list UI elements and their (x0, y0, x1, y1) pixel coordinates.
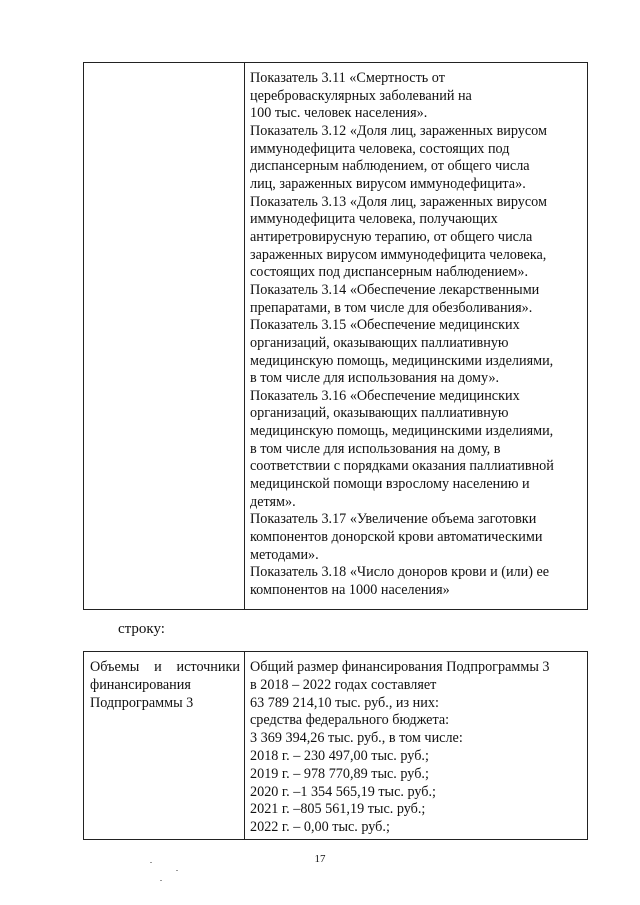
column-divider (244, 63, 245, 609)
heading-line: финансирования (90, 676, 191, 693)
text-line: средства федерального бюджета: (250, 712, 450, 729)
scan-speck (176, 870, 178, 871)
text-line: состоящих под диспансерным наблюдением». (250, 264, 529, 281)
text-line: Общий размер финансирования Подпрограммы 3 (250, 659, 550, 675)
text-line: лиц, зараженных вирусом иммунодефицита». (250, 175, 526, 192)
text-line: 2020 г. –1 354 565,19 тыс. руб.; (250, 783, 437, 800)
text-line: 100 тыс. человек населения». (250, 105, 428, 122)
text-line: препаратами, в том числе для обезболивания». (250, 299, 533, 316)
scan-speck (160, 880, 162, 881)
text-line: 3 369 394,26 тыс. руб., в том числе: (250, 730, 463, 747)
text-line: Показатель 3.14 «Обеспечение лекарственными (250, 281, 540, 298)
text-line: 63 789 214,10 тыс. руб., из них: (250, 694, 439, 711)
text-line: медицинскую помощь, медицинскими изделиями, (250, 423, 554, 440)
text-line: соответствии с порядками оказания паллиативной (250, 458, 554, 475)
text-line: Показатель 3.11 «Смертность от (250, 70, 445, 86)
text-line: в том числе для использования на дому». (250, 370, 500, 387)
stroku-label: строку: (118, 621, 165, 637)
text-line: зараженных вирусом иммунодефицита человека, (250, 246, 547, 263)
text-line: Показатель 3.16 «Обеспечение медицинских (250, 387, 520, 404)
heading-line: Подпрограммы 3 (90, 694, 194, 711)
text-line: иммунодефицита человека, состоящих под (250, 140, 510, 157)
indicators-table (83, 62, 588, 610)
text-line: Показатель 3.17 «Увеличение объема заготовки (250, 511, 537, 528)
scan-speck (150, 862, 152, 863)
text-line: компонентов донорской крови автоматическими (250, 529, 543, 546)
text-line: методами». (250, 546, 319, 563)
text-line: диспансерным наблюдением, от общего числа (250, 158, 530, 175)
text-line: в 2018 – 2022 годах составляет (250, 676, 437, 693)
text-line: медицинской помощи взрослому населению и (250, 476, 530, 493)
text-line: цереброваскулярных заболеваний на (250, 87, 472, 104)
text-line: Показатель 3.13 «Доля лиц, зараженных вирусом (250, 193, 547, 210)
financing-heading-cell (90, 659, 240, 712)
page-number: 17 (314, 853, 326, 865)
text-line: 2022 г. – 0,00 тыс. руб.; (250, 819, 390, 836)
text-line: детям». (250, 493, 296, 510)
financing-details-cell (250, 659, 585, 837)
text-line: организаций, оказывающих паллиативную (250, 405, 509, 422)
column-divider (244, 652, 245, 839)
text-line: организаций, оказывающих паллиативную (250, 334, 509, 351)
heading-line (90, 659, 240, 677)
text-line: антиретровирусную терапию, от общего числа (250, 228, 533, 245)
text-line: Показатель 3.18 «Число доноров крови и (или) ее (250, 564, 550, 581)
text-line: 2019 г. – 978 770,89 тыс. руб.; (250, 765, 429, 782)
text-line: 2021 г. –805 561,19 тыс. руб.; (250, 801, 426, 818)
text-line: иммунодефицита человека, получающих (250, 211, 498, 228)
text-line: в том числе для использования на дому, в (250, 440, 501, 457)
text-line: Показатель 3.15 «Обеспечение медицинских (250, 317, 520, 334)
text-line: компонентов на 1000 населения» (250, 582, 450, 599)
text-line: медицинскую помощь, медицинскими изделиями, (250, 352, 554, 369)
indicators-cell (250, 70, 585, 600)
heading-word: и (154, 659, 162, 675)
heading-word: источники (176, 659, 240, 675)
text-line: 2018 г. – 230 497,00 тыс. руб.; (250, 747, 429, 764)
heading-word: Объемы (90, 659, 140, 675)
text-line: Показатель 3.12 «Доля лиц, зараженных вирусом (250, 122, 547, 139)
financing-table (83, 651, 588, 840)
